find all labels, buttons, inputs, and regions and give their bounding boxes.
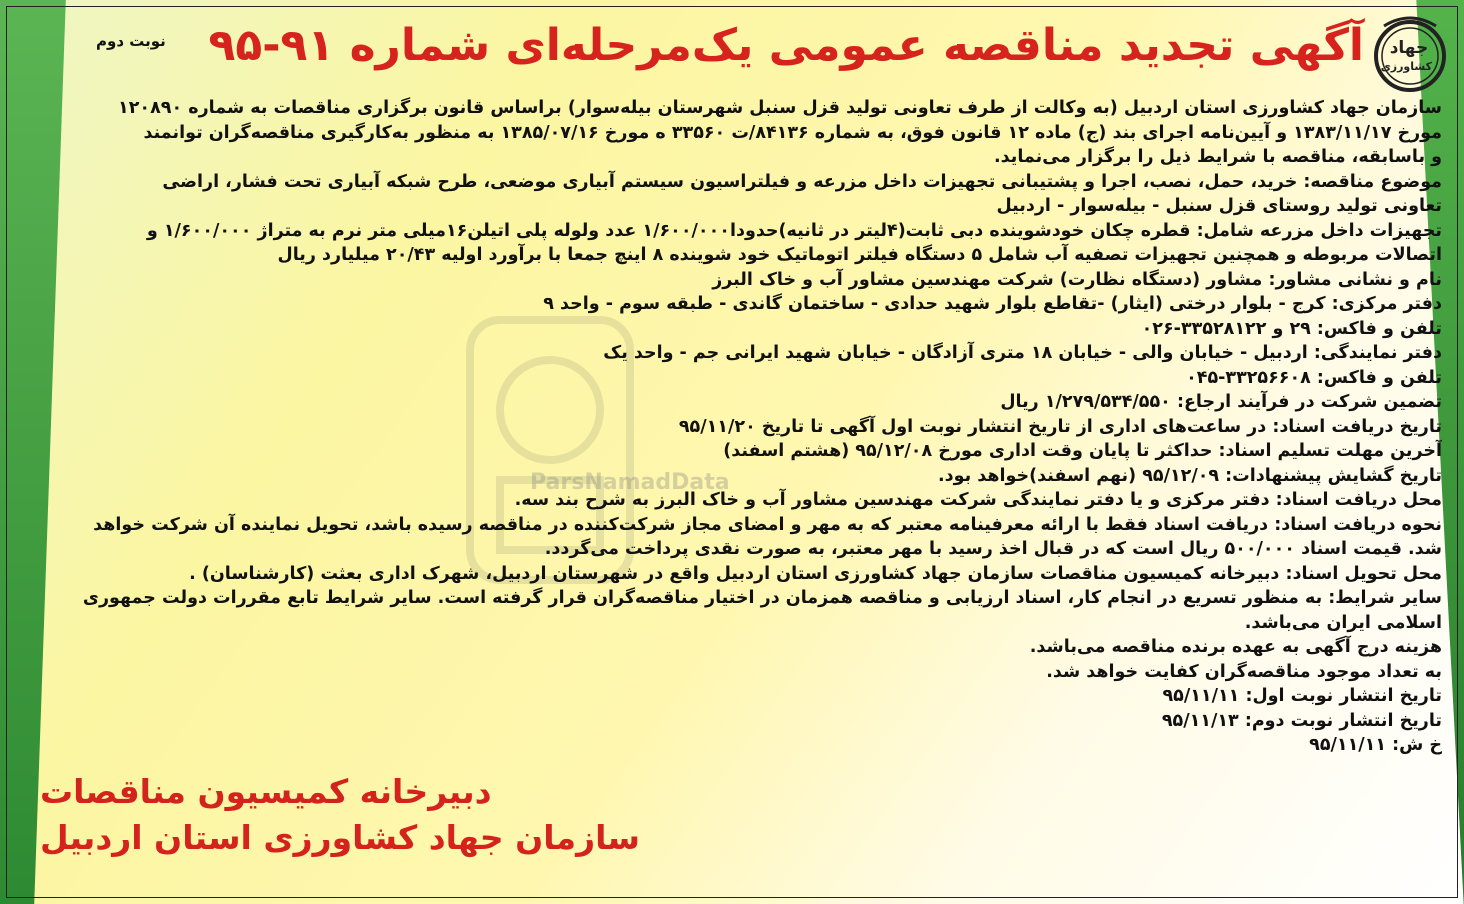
text-line: نحوه دریافت اسناد: دریافت اسناد فقط با ارائه معرفینامه معتبر که به مهر و امضای مجاز شرکت‌کننده در مناقصه رسیده باشد، تحویل نماینده آن شرکت خواهد: [93, 514, 1442, 535]
text-line: تاریخ گشایش پیشنهادات: ۹۵/۱۲/۰۹ (نهم اسفند)خواهد بود.: [938, 465, 1442, 486]
text-line: نام و نشانی مشاور: مشاور (دستگاه نظارت) شرکت مهندسین مشاور آب و خاک البرز: [712, 269, 1442, 290]
text-line: شد. قیمت اسناد ۵۰۰/۰۰۰ ریال است که در قبال اخذ رسید با مهر معتبر، به صورت نقدی پرداخت می‌گردد.: [544, 539, 1442, 559]
text-line: سازمان جهاد کشاورزی استان اردبیل (به وکالت از طرف تعاونی تولید قزل سنبل شهرستان بیله‌سوار) براساس قانون برگزاری مناقصات به شماره ۱۲۰۸۹۰: [118, 98, 1442, 118]
announcement-body: [24, 96, 1442, 758]
text-line: تعاونی تولید روستای قزل سنبل - بیله‌سوار - اردبیل: [996, 196, 1442, 216]
text-line: اتصالات مربوطه و همچنین تجهیزات تصفیه آب شامل ۵ دستگاه فیلتر اتوماتیک خود شوینده ۸ اینچ جمعا با برآورد اولیه ۲۰/۴۳ میلیارد ریال: [277, 245, 1442, 265]
watermark-text: ParsNamadData: [530, 470, 730, 495]
text-line: تجهیزات داخل مزرعه شامل: قطره چکان خودشوینده دبی ثابت(۴لیتر در ثانیه)حدودا۱/۶۰۰/۰۰۰ عدد ولوله پلی اتیلن۱۶میلی متر نرم به متراژ ۱/۶۰۰/۰۰۰ و: [146, 220, 1442, 241]
text-line: به تعداد موجود مناقصه‌گران کفایت خواهد شد.: [1046, 661, 1442, 682]
text-line: تاریخ دریافت اسناد: در ساعت‌های اداری از تاریخ انتشار نوبت اول آگهی تا تاریخ ۹۵/۱۱/۲۰: [678, 416, 1442, 437]
text-line: محل تحویل اسناد: دبیرخانه کمیسیون مناقصات سازمان جهاد کشاورزی استان اردبیل واقع در شهرستان اردبیل، شهرک اداری بعثت (کارشناسان) .: [189, 563, 1442, 584]
signature-line-2: سازمان جهاد کشاورزی استان اردبیل: [40, 818, 640, 857]
text-line: محل دریافت اسناد: دفتر مرکزی و یا دفتر نمایندگی شرکت مهندسین مشاور آب و خاک البرز به شرح بند سه.: [514, 490, 1442, 510]
text-line: موضوع مناقصه: خرید، حمل، نصب، اجرا و پشتیبانی تجهیزات داخل مزرعه و فیلتراسیون سیستم آبیاری موضعی، طرح شبکه آبیاری تحت فشار، اراضی: [162, 171, 1442, 192]
publication-round-label: نوبت دوم: [96, 32, 166, 50]
text-line: تضمین شرکت در فرآیند ارجاع: ۱/۲۷۹/۵۳۴/۵۵۰ ریال: [1000, 392, 1442, 412]
text-line: تاریخ انتشار نوبت اول: ۹۵/۱۱/۱۱: [1162, 686, 1442, 706]
logo-text-main: جهاد: [1389, 38, 1429, 58]
text-line: سایر شرایط: به منظور تسریع در انجام کار، اسناد ارزیابی و مناقصه همزمان در اختیار مناقصه‌گران قرار گرفته است. سایر شرایط تابع مقررات دولت جمهوری: [82, 588, 1442, 608]
text-line: هزینه درج آگهی به عهده برنده مناقصه می‌باشد.: [1029, 637, 1442, 657]
text-line: دفتر نمایندگی: اردبیل - خیابان والی - خیابان ۱۸ متری آزادگان - خیابان شهید ایرانی جم - واحد یک: [603, 343, 1442, 363]
page-title: آگهی تجدید مناقصه عمومی یک‌مرحله‌ای شماره ۹۱-۹۵: [208, 20, 1364, 71]
text-line: و باسابقه، مناقصه با شرایط ذیل را برگزار می‌نماید.: [994, 147, 1442, 167]
text-line: آخرین مهلت تسلیم اسناد: حداکثر تا پایان وقت اداری مورخ ۹۵/۱۲/۰۸ (هشتم اسفند): [723, 441, 1442, 461]
text-line: خ ش: ۹۵/۱۱/۱۱: [1309, 735, 1442, 755]
text-line: تلفن و فاکس: ۳۳۲۵۶۶۰۸-۰۴۵: [1186, 367, 1442, 388]
signature-line-1: دبیرخانه کمیسیون مناقصات: [40, 772, 492, 811]
text-line: تلفن و فاکس: ۲۹ و ۳۳۵۲۸۱۲۲-۰۲۶: [1141, 318, 1442, 339]
text-line: مورخ ۱۳۸۳/۱۱/۱۷ و آیین‌نامه اجرای بند (ج) ماده ۱۲ قانون فوق، به شماره ۸۴۱۳۶/ت ۳۳۵۶۰ ه مورخ ۱۳۸۵/۰۷/۱۶ به منظور به‌کارگیری مناقصه‌گران توانمند: [143, 122, 1442, 143]
text-line: اسلامی ایران می‌باشد.: [1244, 612, 1442, 633]
text-line: تاریخ انتشار نوبت دوم: ۹۵/۱۱/۱۳: [1161, 710, 1442, 731]
logo-text-sub: کشاورزی: [1380, 60, 1432, 73]
text-line: دفتر مرکزی: کرج - بلوار درختی (ایثار) -تقاطع بلوار شهید حدادی - ساختمان گاندی - طبقه سوم - واحد ۹: [543, 294, 1442, 314]
